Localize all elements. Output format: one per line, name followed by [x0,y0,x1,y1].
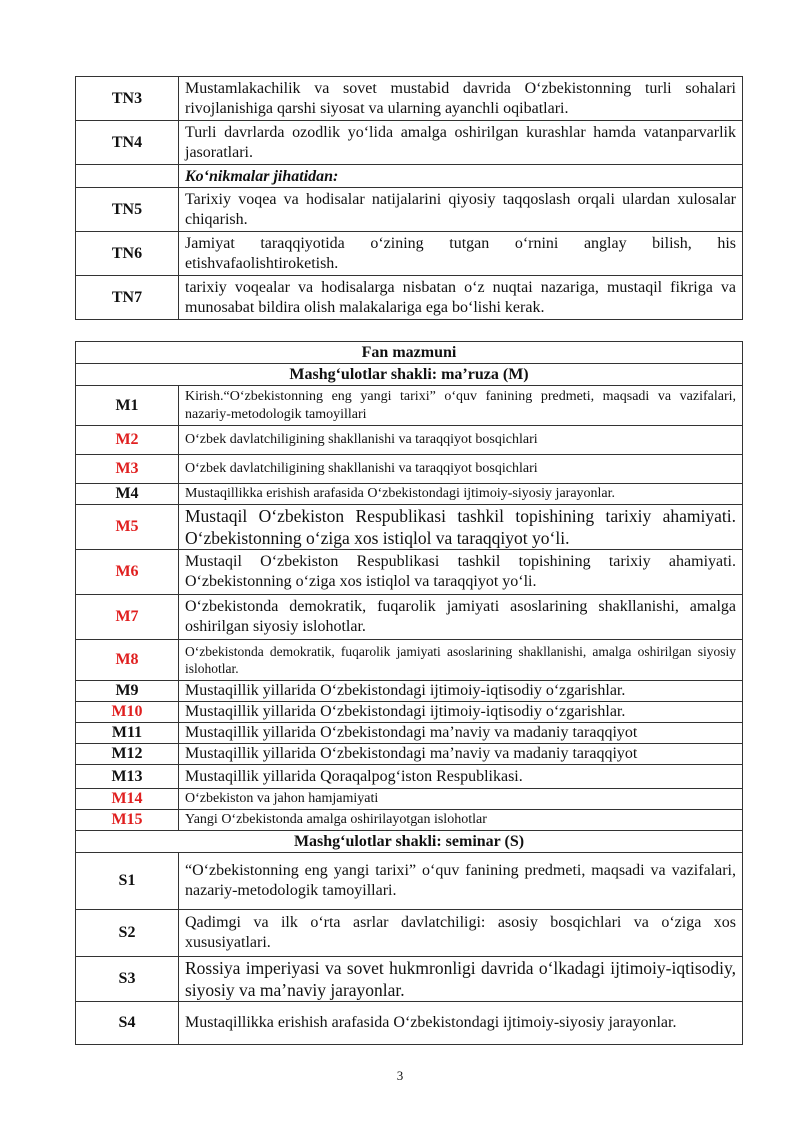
table-row [76,910,743,957]
row-text: tarixiy voqealar va hodisalarga nisbatan o‘z nuqtai nazariga, mustaqil fikriga va munosabat bildira olish malakalariga ega bo‘lishi kerak. [179,276,743,320]
row-text: Tarixiy voqea va hodisalar natijalarini qiyosiy taqqoslash orqali ulardan xulosalar chiqarish. [179,188,743,232]
seminar-section-header: Mashg‘ulotlar shakli: seminar (S) [76,831,743,853]
table-row [76,1002,743,1045]
row-text: Mustaqil O‘zbekiston Respublikasi tashkil topishining tarixiy ahamiyati. O‘zbekistonning o‘ziga xos istiqlol va taraqqiyot yo‘li. [179,550,743,595]
table-title: Fan mazmuni [76,342,743,364]
table-row [76,702,743,723]
table-row [76,121,743,165]
row-text: Kirish.“O‘zbekistonning eng yangi tarixi” o‘quv fanining predmeti, maqsadi va vazifalari, nazariy-metodologik tamoyillari [179,386,743,426]
lectures-body [76,386,743,831]
row-code: M5 [76,505,179,550]
table-row [76,77,743,121]
row-code: M12 [76,744,179,765]
row-code: M3 [76,455,179,484]
row-code: M8 [76,640,179,681]
table-row [76,276,743,320]
row-code: M6 [76,550,179,595]
table-row [76,681,743,702]
table-row [76,550,743,595]
table-row [76,744,743,765]
row-code: TN6 [76,232,179,276]
row-text: O‘zbekistonda demokratik, fuqarolik jamiyati asoslarining shakllanishi, amalga oshirilgan siyosiy islohotlar. [179,595,743,640]
table-row [76,188,743,232]
table-row [76,957,743,1002]
row-text: Mustaqillik yillarida O‘zbekistondagi ijtimoiy-iqtisodiy o‘zgarishlar. [179,681,743,702]
row-code: M15 [76,810,179,831]
table-row [76,810,743,831]
table-row [76,505,743,550]
table-row [76,765,743,789]
table-row [76,484,743,505]
row-text: O‘zbekistonda demokratik, fuqarolik jamiyati asoslarining shakllanishi, amalga oshirilgan siyosiy islohotlar. [179,640,743,681]
row-text: Mustaqillik yillarida O‘zbekistondagi ma’naviy va madaniy taraqqiyot [179,744,743,765]
row-text: Rossiya imperiyasi va sovet hukmronligi davrida o‘lkadagi ijtimoiy-iqtisodiy, siyosiy va ma’naviy jarayonlar. [179,957,743,1002]
table-row [76,853,743,910]
row-text: O‘zbek davlatchiligining shakllanishi va taraqqiyot bosqichlari [179,426,743,455]
page-number: 3 [396,1068,404,1083]
row-code: M1 [76,386,179,426]
row-code: S4 [76,1002,179,1045]
row-code: S1 [76,853,179,910]
lecture-section-header: Mashg‘ulotlar shakli: ma’ruza (M) [76,364,743,386]
row-code: M10 [76,702,179,723]
row-text: Mustaqil O‘zbekiston Respublikasi tashkil topishining tarixiy ahamiyati. O‘zbekistonning o‘ziga xos istiqlol va taraqqiyot yo‘li. [179,505,743,550]
row-code: S2 [76,910,179,957]
row-text: Mustaqillik yillarida O‘zbekistondagi ijtimoiy-iqtisodiy o‘zgarishlar. [179,702,743,723]
table-row [76,595,743,640]
row-text: Turli davrlarda ozodlik yo‘lida amalga oshirilgan kurashlar hamda vatanparvarlik jasoratlari. [179,121,743,165]
row-code: M9 [76,681,179,702]
row-code: TN7 [76,276,179,320]
row-text: Jamiyat taraqqiyotida o‘zining tutgan o‘rnini anglay bilish, his etishvafaolishtiroketish. [179,232,743,276]
table-row [76,455,743,484]
learning-outcomes-table [75,76,743,320]
row-text: Mustaqillikka erishish arafasida O‘zbekistondagi ijtimoiy-siyosiy jarayonlar. [179,1002,743,1045]
row-code: TN3 [76,77,179,121]
table-row [76,386,743,426]
row-code: M4 [76,484,179,505]
table-row [76,723,743,744]
row-code: TN5 [76,188,179,232]
table-row [76,640,743,681]
skills-subheader: Ko‘nikmalar jihatidan: [179,165,743,188]
table-title-row [76,342,743,364]
row-text: Mustaqillikka erishish arafasida O‘zbekistondagi ijtimoiy-siyosiy jarayonlar. [179,484,743,505]
row-code: M2 [76,426,179,455]
row-text: O‘zbekiston va jahon hamjamiyati [179,789,743,810]
row-text: Mustaqillik yillarida O‘zbekistondagi ma’naviy va madaniy taraqqiyot [179,723,743,744]
row-code: TN4 [76,121,179,165]
table-row [76,789,743,810]
table-row [76,232,743,276]
section-header-row [76,831,743,853]
row-code: S3 [76,957,179,1002]
table-subheader-row [76,165,743,188]
row-code: M13 [76,765,179,789]
row-text: O‘zbek davlatchiligining shakllanishi va taraqqiyot bosqichlari [179,455,743,484]
table-row [76,426,743,455]
seminars-body [76,853,743,1045]
row-code: M14 [76,789,179,810]
row-text: Mustamlakachilik va sovet mustabid davrida O‘zbekistonning turli sohalari rivojlanishiga qarshi siyosat va ularning ayanchli oqibatlari. [179,77,743,121]
row-text: Yangi O‘zbekistonda amalga oshirilayotgan islohotlar [179,810,743,831]
row-code: M7 [76,595,179,640]
section-header-row [76,364,743,386]
row-text: “O‘zbekistonning eng yangi tarixi” o‘quv fanining predmeti, maqsadi va vazifalari, nazariy-metodologik tamoyillari. [179,853,743,910]
row-text: Mustaqillik yillarida Qoraqalpog‘iston Respublikasi. [179,765,743,789]
row-text: Qadimgi va ilk o‘rta asrlar davlatchiligi: asosiy bosqichlari va o‘ziga xos xususiyatlari. [179,910,743,957]
row-code: M11 [76,723,179,744]
empty-cell [76,165,179,188]
course-content-table [75,341,743,1045]
